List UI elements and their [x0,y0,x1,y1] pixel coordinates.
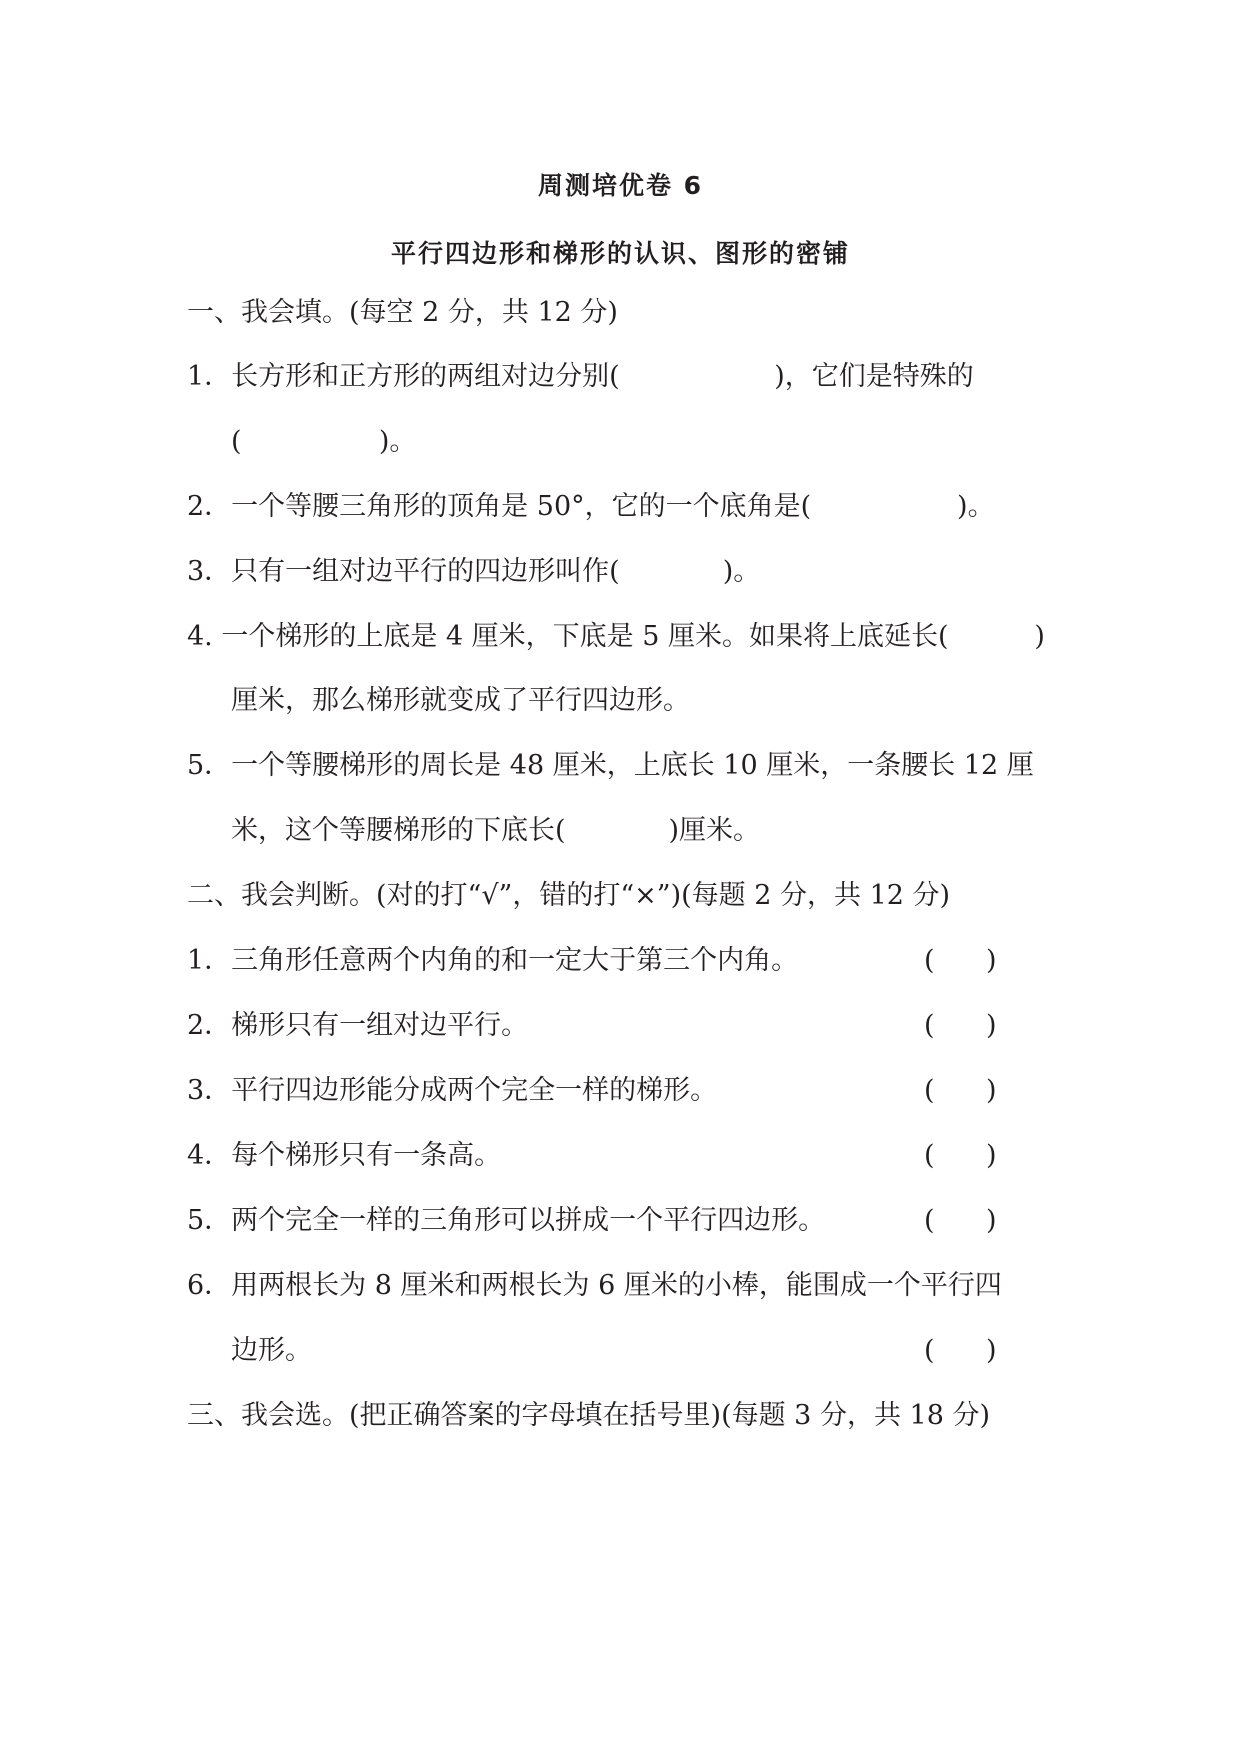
answer-paren: ( ) [924,1335,997,1366]
page-title: 周测培优卷 6 [537,171,704,200]
section-2-heading: 二、我会判断。(对的打“√”，错的打“×”)(每题 2 分，共 12 分) [187,880,951,911]
page-subtitle: 平行四边形和梯形的认识、图形的密铺 [390,239,850,268]
fill-question-5: 5．一个等腰梯形的周长是 48 厘米，上底长 10 厘米，一条腰长 12 厘 [187,750,1034,781]
judge-question-4: 4．每个梯形只有一条高。 [187,1140,502,1171]
fill-question-1-continued: ( )。 [231,426,417,457]
judge-question-6: 6．用两根长为 8 厘米和两根长为 6 厘米的小棒，能围成一个平行四 [187,1270,1002,1301]
fill-question-3: 3．只有一组对边平行的四边形叫作( )。 [187,556,761,587]
answer-paren: ( ) [924,1075,997,1106]
judge-question-5: 5．两个完全一样的三角形可以拼成一个平行四边形。 [187,1205,826,1236]
fill-question-4-continued: 厘米，那么梯形就变成了平行四边形。 [231,685,690,716]
judge-question-1: 1．三角形任意两个内角的和一定大于第三个内角。 [187,945,799,976]
fill-question-2: 2．一个等腰三角形的顶角是 50°，它的一个底角是( )。 [187,491,995,522]
fill-question-4: 4. 一个梯形的上底是 4 厘米，下底是 5 厘米。如果将上底延长( ) [187,621,1045,652]
answer-paren: ( ) [924,1140,997,1171]
judge-question-6-continued: 边形。 [231,1335,312,1366]
section-1-heading: 一、我会填。(每空 2 分，共 12 分) [187,297,618,328]
judge-question-3: 3．平行四边形能分成两个完全一样的梯形。 [187,1075,718,1106]
judge-question-2: 2．梯形只有一组对边平行。 [187,1010,529,1041]
fill-question-1: 1．长方形和正方形的两组对边分别( )，它们是特殊的 [187,361,974,392]
answer-paren: ( ) [924,1205,997,1236]
fill-question-5-continued: 米，这个等腰梯形的下底长( )厘米。 [231,815,761,846]
section-3-heading: 三、我会选。(把正确答案的字母填在括号里)(每题 3 分，共 18 分) [187,1400,990,1431]
answer-paren: ( ) [924,945,997,976]
answer-paren: ( ) [924,1010,997,1041]
